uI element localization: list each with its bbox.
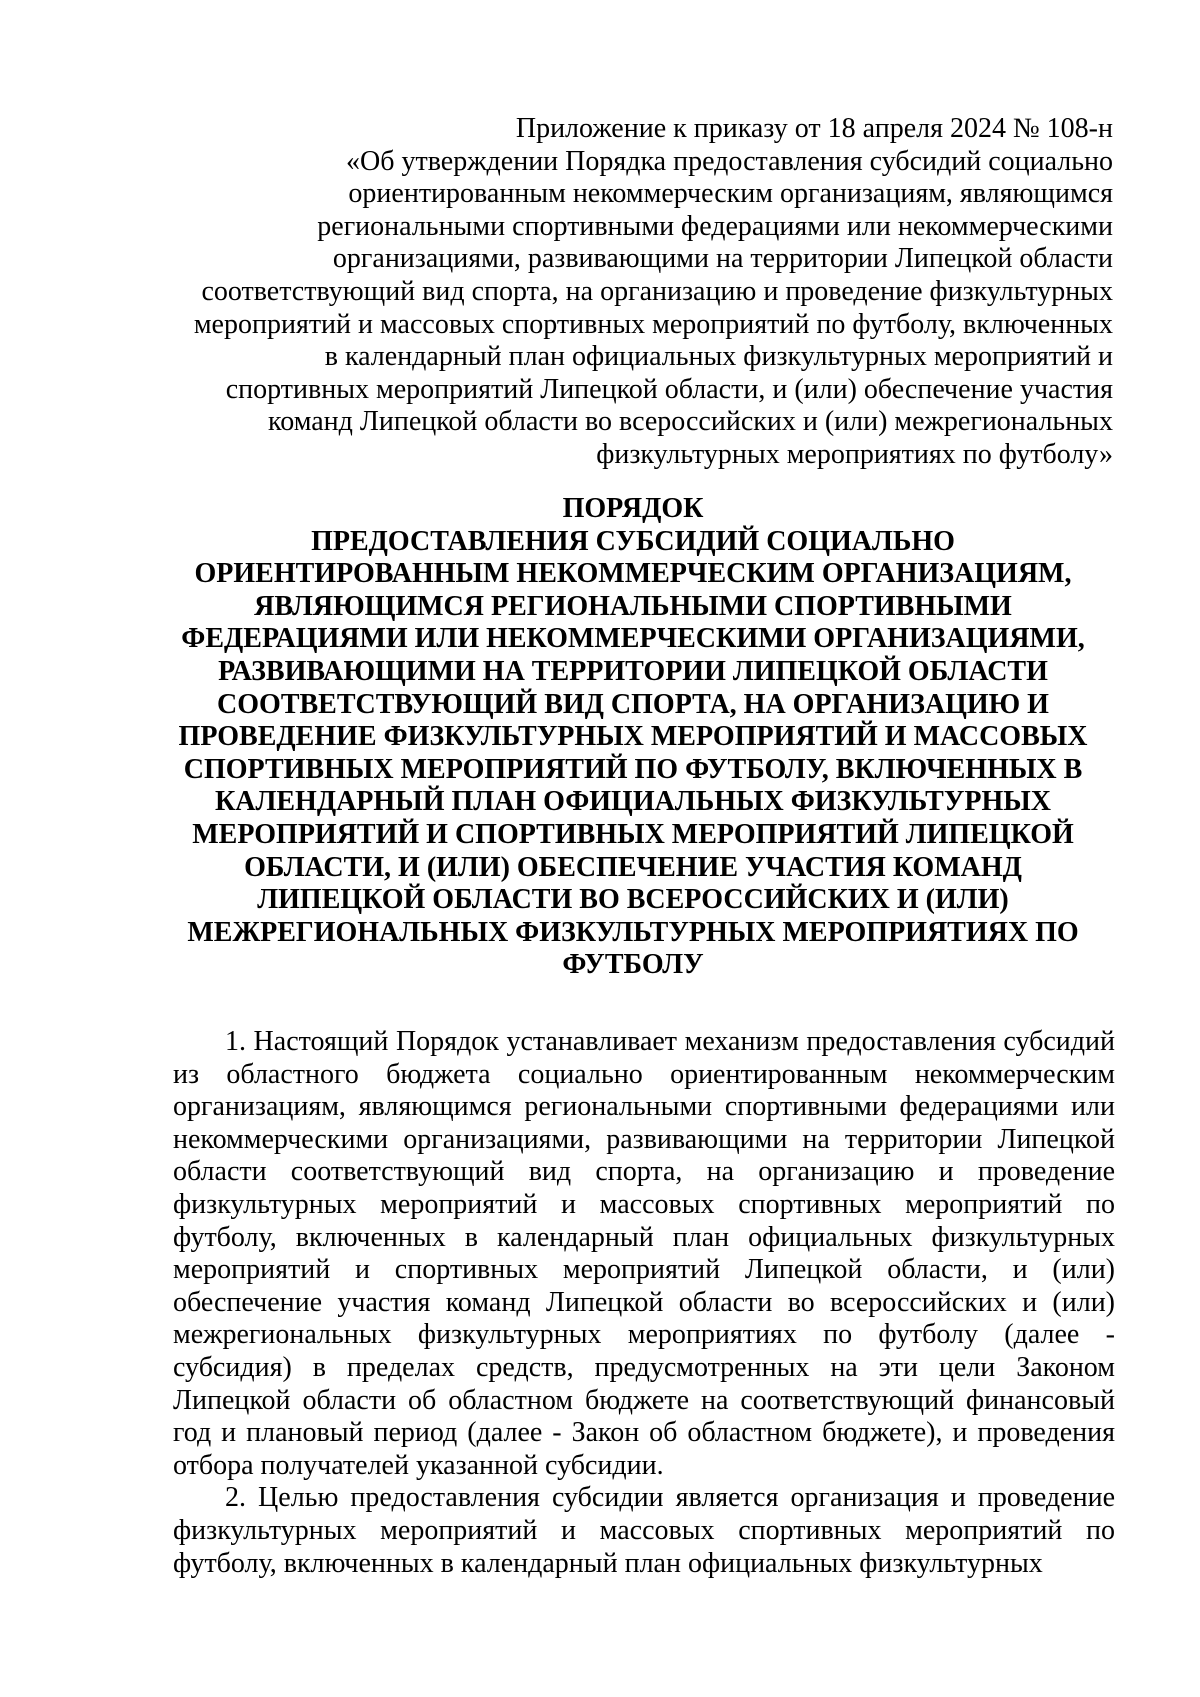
document-body <box>173 1026 1115 1580</box>
appendix-line: в календарный план официальных физкультурных мероприятий и <box>324 341 1113 373</box>
title-line: КАЛЕНДАРНЫЙ ПЛАН ОФИЦИАЛЬНЫХ ФИЗКУЛЬТУРНЫХ <box>214 786 1052 818</box>
title-line: СПОРТИВНЫХ МЕРОПРИЯТИЙ ПО ФУТБОЛУ, ВКЛЮЧЕННЫХ В <box>183 753 1083 785</box>
title-line: ЯВЛЯЮЩИМСЯ РЕГИОНАЛЬНЫМИ СПОРТИВНЫМИ <box>254 590 1012 622</box>
title-line: ОБЛАСТИ, И (ИЛИ) ОБЕСПЕЧЕНИЕ УЧАСТИЯ КОМАНД <box>244 851 1022 883</box>
appendix-header <box>193 113 1113 472</box>
title-line: ОРИЕНТИРОВАННЫМ НЕКОММЕРЧЕСКИМ ОРГАНИЗАЦИЯМ, <box>194 558 1072 590</box>
title-line: МЕЖРЕГИОНАЛЬНЫХ ФИЗКУЛЬТУРНЫХ МЕРОПРИЯТИЯХ ПО <box>187 916 1079 948</box>
paragraph-1: 1. Настоящий Порядок устанавливает механизм предоставления субсидий из областного бюджета социально ориентированным некоммерческим организациям, являющимся региональными спортивными федерациями или некоммерческими организациями, развивающими на территории Липецкой области соответствующий вид спорта, на организацию и проведение физкультурных мероприятий и массовых спортивных мероприятий по футболу, включенных в календарный план официальных физкультурных мероприятий и спортивных мероприятий Липецкой области, и (или) обеспечение участия команд Липецкой области во всероссийских и (или) межрегиональных физкультурных мероприятиях по футболу (далее - субсидия) в пределах средств, предусмотренных на эти цели Законом Липецкой области об областном бюджете на соответствующий финансовый год и плановый период (далее - Закон об областном бюджете), и проведения отбора получателей указанной субсидии. <box>173 1026 1115 1481</box>
appendix-line: физкультурных мероприятиях по футболу» <box>596 438 1113 470</box>
document-title <box>160 493 1106 982</box>
title-line: ПРОВЕДЕНИЕ ФИЗКУЛЬТУРНЫХ МЕРОПРИЯТИЙ И МАССОВЫХ <box>178 721 1088 753</box>
appendix-line: мероприятий и массовых спортивных мероприятий по футболу, включенных <box>193 308 1113 340</box>
title-line: ЛИПЕЦКОЙ ОБЛАСТИ ВО ВСЕРОССИЙСКИХ И (ИЛИ) <box>257 884 1009 916</box>
title-line: МЕРОПРИЯТИЙ И СПОРТИВНЫХ МЕРОПРИЯТИЙ ЛИПЕЦКОЙ <box>192 818 1074 850</box>
appendix-line: региональными спортивными федерациями или некоммерческими <box>317 210 1113 242</box>
title-line: ПОРЯДОК <box>562 493 704 524</box>
title-line: ПРЕДОСТАВЛЕНИЯ СУБСИДИЙ СОЦИАЛЬНО <box>311 525 955 557</box>
appendix-line: спортивных мероприятий Липецкой области, и (или) обеспечение участия <box>225 373 1113 405</box>
appendix-line: организациями, развивающими на территории Липецкой области <box>332 243 1113 275</box>
appendix-line: «Об утверждении Порядка предоставления субсидий социально <box>346 145 1113 177</box>
appendix-line: Приложение к приказу от 18 апреля 2024 № 108-н <box>515 113 1113 144</box>
title-line: РАЗВИВАЮЩИМИ НА ТЕРРИТОРИИ ЛИПЕЦКОЙ ОБЛАСТИ <box>218 655 1048 687</box>
title-line: СООТВЕТСТВУЮЩИЙ ВИД СПОРТА, НА ОРГАНИЗАЦИЮ И <box>217 688 1049 720</box>
title-line: ФУТБОЛУ <box>562 949 704 981</box>
paragraph-2: 2. Целью предоставления субсидии является организация и проведение физкультурных мероприятий и массовых спортивных мероприятий по футболу, включенных в календарный план официальных физкультурных <box>173 1482 1115 1579</box>
appendix-line: команд Липецкой области во всероссийских и (или) межрегиональных <box>268 406 1113 438</box>
appendix-line: соответствующий вид спорта, на организацию и проведение физкультурных <box>201 275 1113 307</box>
appendix-line: ориентированным некоммерческим организациям, являющимся <box>348 178 1113 210</box>
title-line: ФЕДЕРАЦИЯМИ ИЛИ НЕКОММЕРЧЕСКИМИ ОРГАНИЗАЦИЯМИ, <box>181 623 1085 655</box>
